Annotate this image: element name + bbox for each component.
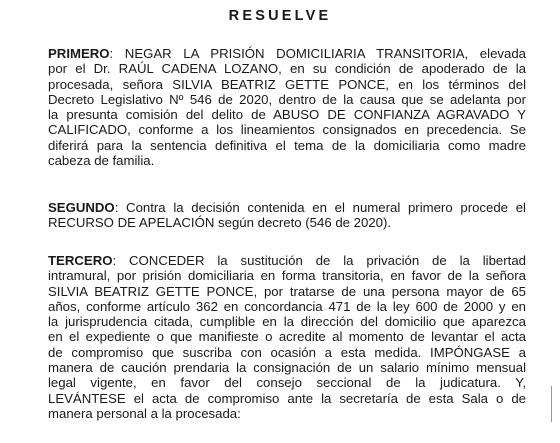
- scan-edge-mark: [551, 386, 556, 422]
- paragraph-label: TERCERO: [48, 253, 113, 268]
- paragraph-line: SEGUNDO: Contra la decisión contenida en el numeral primero procede el: [48, 200, 526, 215]
- paragraph-line: años, conforme artículo 362 en concordancia 471 de la ley 600 de 2000 y en: [48, 298, 526, 314]
- paragraph-line: diferirá para la sentencia definitiva el tema de la domiciliaria como madre: [48, 137, 526, 153]
- section-title: RESUELVE: [228, 8, 332, 24]
- paragraph-line: manera personal a la procesada:: [48, 405, 241, 421]
- paragraph-line: la presunta comisión del delito de ABUSO DE CONFIANZA AGRAVADO Y: [48, 107, 526, 123]
- paragraph-line: CALIFICADO, conforme a los lineamientos consignados en precedencia. Se: [48, 122, 526, 138]
- paragraph-primero: [48, 46, 526, 168]
- paragraph-line: Decreto Legislativo Nº 546 de 2020, dentro de la causa que se adelanta por: [48, 91, 526, 107]
- paragraph-tercero: [48, 253, 526, 421]
- paragraph-line: RECURSO DE APELACIÓN según decreto (546 de 2020).: [48, 215, 392, 231]
- paragraph-line: manera de caución prendaria la consignación de un salario mínimo mensual: [48, 360, 526, 376]
- paragraph-line: de compromiso que suscriba con ocasión a esta medida. IMPÓNGASE a: [48, 344, 526, 360]
- paragraph-segundo: [48, 200, 526, 231]
- paragraph-line: en el expediente o que manifieste o acredite al momento de levantar el acta: [48, 329, 526, 345]
- paragraph-line: por el Dr. RAÚL CADENA LOZANO, en su condición de apoderado de la: [48, 61, 526, 77]
- paragraph-line: PRIMERO: NEGAR LA PRISIÓN DOMICILIARIA TRANSITORIA, elevada: [48, 46, 526, 61]
- paragraph-line: cabeza de familia.: [48, 153, 155, 169]
- paragraph-line: intramural, por prisión domiciliaria en forma transitoria, en favor de la señora: [48, 268, 526, 284]
- paragraph-label: PRIMERO: [48, 46, 110, 61]
- paragraph-line: SILVIA BEATRIZ GETTE PONCE, por tratarse de una persona mayor de 65: [48, 283, 526, 299]
- paragraph-line: procesada, señora SILVIA BEATRIZ GETTE PONCE, en los términos del: [48, 76, 526, 92]
- paragraph-line: la jurisprudencia citada, cumplible en la dirección del domicilio que aparezca: [48, 314, 526, 330]
- paragraph-line: LEVÁNTESE el acta de compromiso ante la secretaría de esta Sala o de: [48, 390, 526, 406]
- paragraph-label: SEGUNDO: [48, 200, 115, 215]
- paragraph-line: TERCERO: CONCEDER la sustitución de la privación de la libertad: [48, 253, 526, 268]
- paragraph-line: legal vigente, en favor del consejo seccional de la judicatura. Y,: [48, 375, 526, 391]
